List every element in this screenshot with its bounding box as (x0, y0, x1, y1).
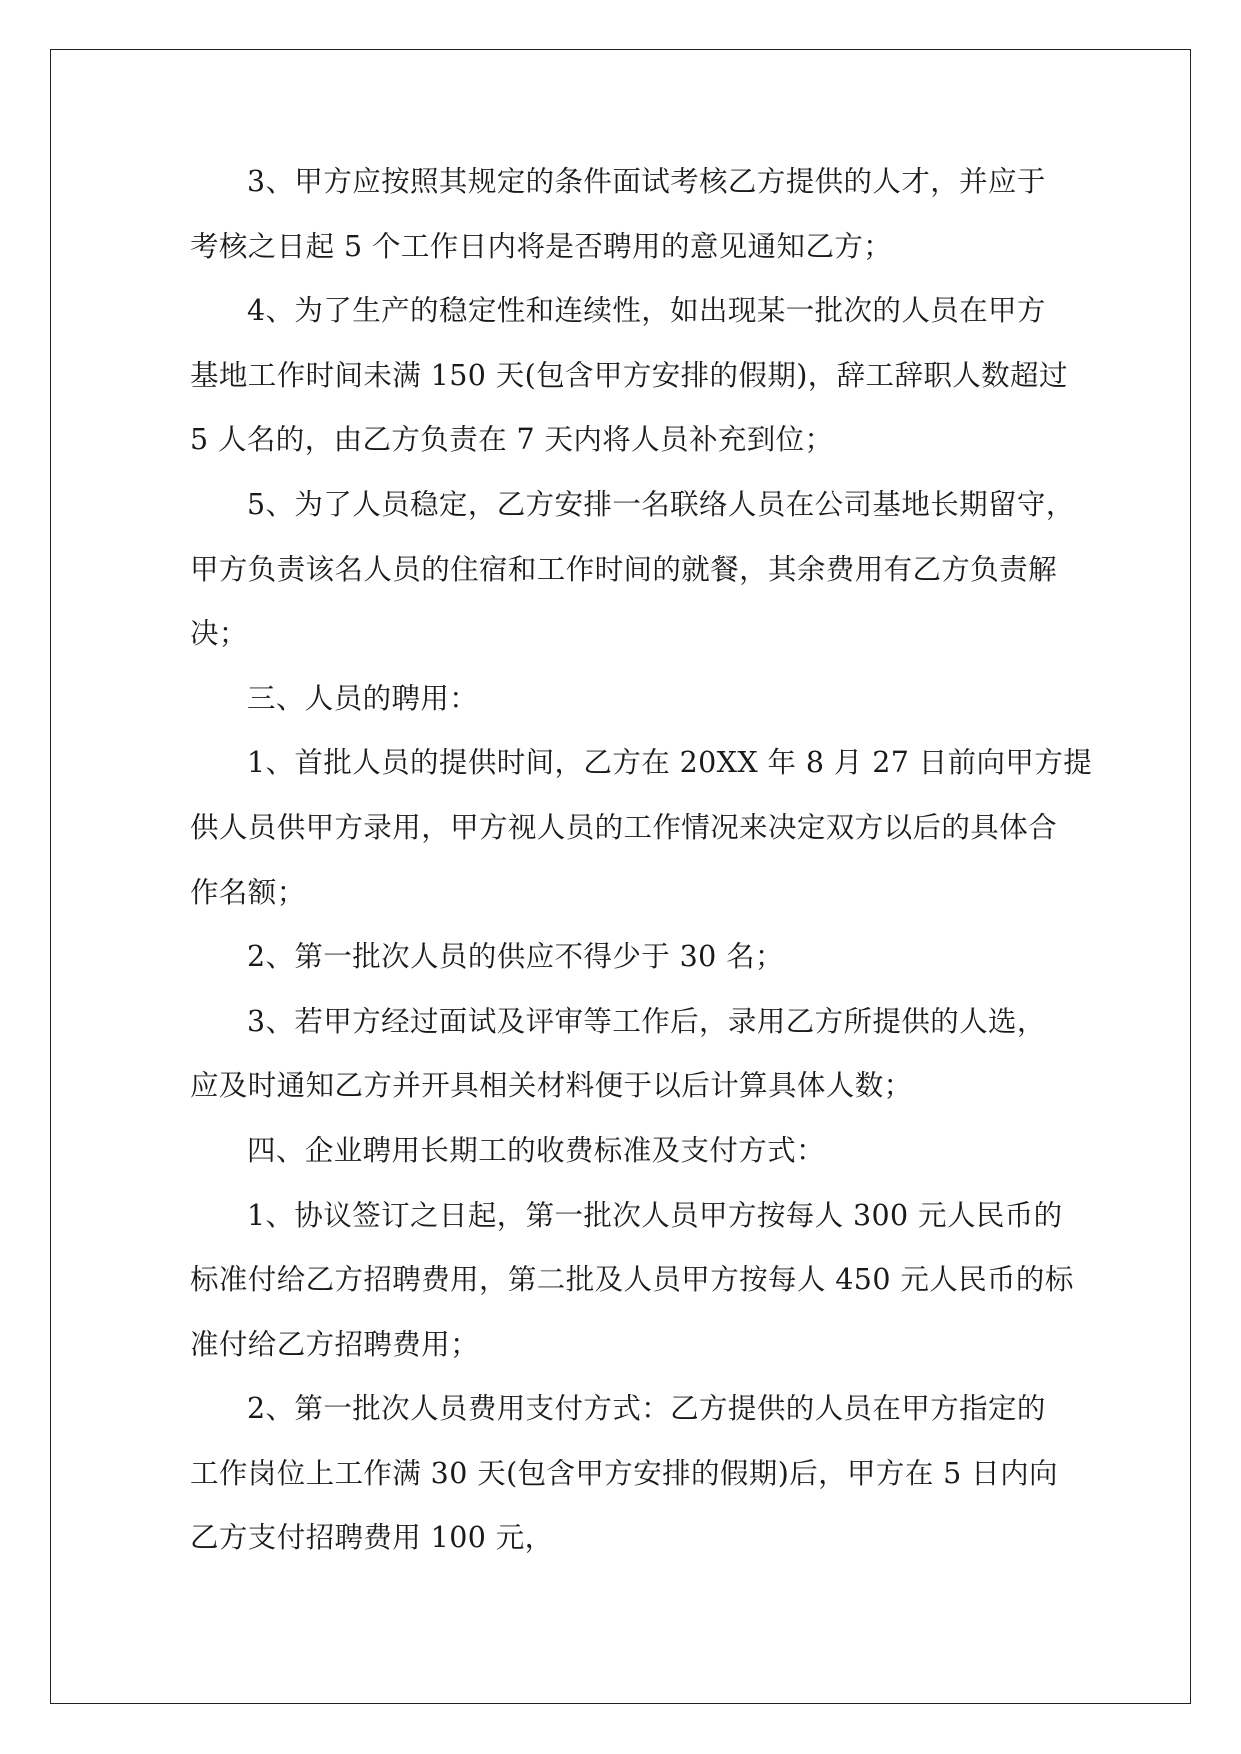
paragraph-fees-clause-2 (190, 1377, 1060, 1571)
paragraph-line: 甲方负责该名人员的住宿和工作时间的就餐，其余费用有乙方负责解 (190, 552, 1058, 586)
paragraph-line: 作名额； (190, 875, 306, 909)
section-heading: 四、企业聘用长期工的收费标准及支付方式： (247, 1133, 826, 1167)
paragraph-line: 应及时通知乙方并开具相关材料便于以后计算具体人数； (190, 1069, 913, 1103)
paragraph-line: 1、首批人员的提供时间，乙方在 20XX 年 8 月 27 日前向甲方提 (247, 746, 1093, 780)
paragraph-clause-5-liaison (190, 473, 1075, 667)
paragraph-line: 3、甲方应按照其规定的条件面试考核乙方提供的人才，并应于 (247, 165, 1046, 198)
paragraph-line: 2、第一批次人员费用支付方式：乙方提供的人员在甲方指定的 (247, 1392, 1046, 1426)
paragraph-line: 基地工作时间未满 150 天(包含甲方安排的假期)，辞工辞职人数超过 (190, 358, 1068, 392)
paragraph-fees-clause-1 (190, 1184, 1074, 1378)
paragraph-line: 4、为了生产的稳定性和连续性，如出现某一批次的人员在甲方 (247, 294, 1046, 328)
section-heading: 三、人员的聘用： (247, 681, 479, 715)
paragraph-line: 5 人名的，由乙方负责在 7 天内将人员补充到位； (190, 423, 834, 457)
paragraph-hiring-clause-2 (190, 925, 1060, 990)
paragraph-line: 5、为了人员稳定，乙方安排一名联络人员在公司基地长期留守， (247, 487, 1075, 521)
paragraph-line: 考核之日起 5 个工作日内将是否聘用的意见通知乙方； (190, 229, 893, 263)
section-heading-fees (190, 1119, 1060, 1184)
paragraph-clause-4-stability (190, 279, 1068, 473)
paragraph-hiring-clause-1 (190, 731, 1093, 925)
paragraph-line: 标准付给乙方招聘费用，第二批及人员甲方按每人 450 元人民币的标 (190, 1263, 1074, 1297)
document-body (190, 150, 1093, 1571)
paragraph-line: 3、若甲方经过面试及评审等工作后，录用乙方所提供的人选， (247, 1004, 1046, 1038)
paragraph-clause-3-interview (190, 150, 1060, 279)
paragraph-line: 准付给乙方招聘费用； (190, 1327, 480, 1361)
paragraph-hiring-clause-3 (190, 990, 1060, 1119)
paragraph-line: 1、协议签订之日起，第一批次人员甲方按每人 300 元人民币的 (247, 1198, 1063, 1232)
paragraph-line: 工作岗位上工作满 30 天(包含甲方安排的假期)后，甲方在 5 日内向 (190, 1456, 1058, 1490)
paragraph-line: 2、第一批次人员的供应不得少于 30 名； (247, 940, 784, 974)
paragraph-line: 决； (190, 617, 248, 651)
paragraph-line: 供人员供甲方录用，甲方视人员的工作情况来决定双方以后的具体合 (190, 810, 1058, 844)
section-heading-hiring (190, 667, 1060, 732)
paragraph-line: 乙方支付招聘费用 100 元， (190, 1521, 554, 1555)
